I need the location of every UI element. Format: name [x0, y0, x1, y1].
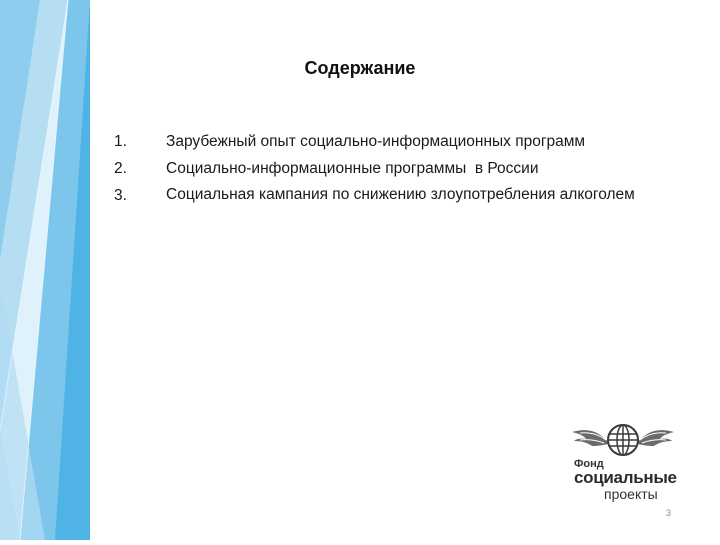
- winged-globe-icon: [568, 420, 678, 460]
- agenda-item-number: 3.: [114, 187, 127, 204]
- logo-text-line1: Фонд: [574, 458, 604, 470]
- agenda-item-number: 2.: [114, 160, 127, 177]
- foundation-logo: [568, 420, 678, 510]
- logo-text-line2: социальные: [574, 468, 677, 487]
- agenda-item-number: 1.: [114, 133, 127, 150]
- logo-text-line3: проекты: [604, 486, 658, 502]
- agenda-item-text: Социально-информационные программы в России: [166, 160, 539, 177]
- decorative-sidebar: [0, 0, 90, 540]
- agenda-item: [112, 128, 682, 155]
- agenda-item: [112, 155, 682, 182]
- agenda-item-text: Социальная кампания по снижению злоупотребления алкоголем: [166, 186, 635, 203]
- agenda-list: [112, 128, 682, 209]
- sidebar-triangles-graphic: [0, 0, 90, 540]
- agenda-item-text: Зарубежный опыт социально-информационных программ: [166, 133, 586, 150]
- page-number: 3: [666, 508, 672, 518]
- slide-title: Содержание: [304, 58, 416, 78]
- agenda-item: [112, 182, 682, 209]
